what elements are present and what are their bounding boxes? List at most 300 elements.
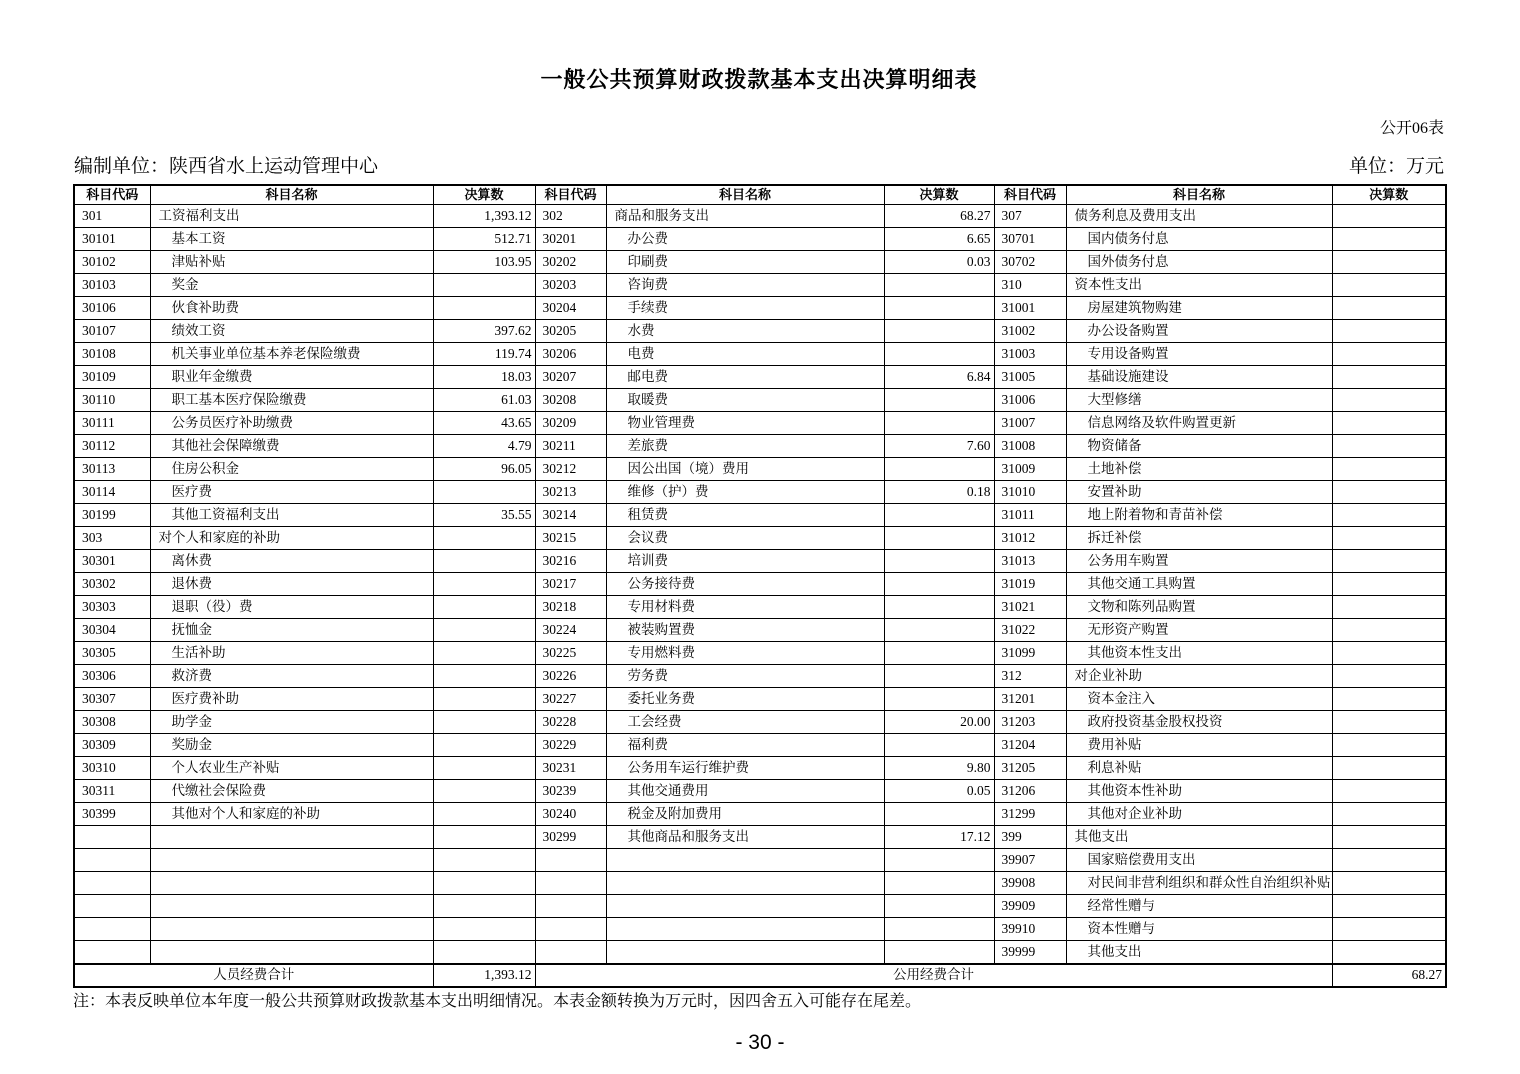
table-row [74,481,1446,504]
table-row [74,412,1446,435]
subject-name-cell: 其他支出 [1066,826,1332,849]
subject-code-cell: 30229 [535,734,606,757]
subject-code-cell: 30303 [74,596,150,619]
subject-code-cell: 31022 [994,619,1066,642]
subject-code-cell: 30208 [535,389,606,412]
subject-name-cell: 医疗费 [150,481,433,504]
column-header: 科目代码 [535,185,606,205]
subject-code-cell: 39907 [994,849,1066,872]
subject-name-cell: 无形资产购置 [1066,619,1332,642]
subject-code-cell: 30305 [74,642,150,665]
table-row [74,389,1446,412]
final-amount-cell: 17.12 [884,826,994,849]
subject-name-cell: 咨询费 [606,274,884,297]
subject-code-cell: 31008 [994,435,1066,458]
final-amount-cell [884,550,994,573]
final-amount-cell [1332,688,1446,711]
subject-code-cell: 30114 [74,481,150,504]
final-amount-cell [884,274,994,297]
subject-code-cell: 30212 [535,458,606,481]
subject-name-cell [150,918,433,941]
subject-name-cell: 职工基本医疗保险缴费 [150,389,433,412]
subject-code-cell: 39999 [994,941,1066,965]
final-amount-cell [1332,573,1446,596]
subject-name-cell: 因公出国（境）费用 [606,458,884,481]
subject-name-cell: 物业管理费 [606,412,884,435]
final-amount-cell: 0.18 [884,481,994,504]
final-amount-cell [433,688,535,711]
personnel-total-value: 1,393.12 [433,964,535,987]
final-amount-cell [1332,481,1446,504]
subject-name-cell: 奖金 [150,274,433,297]
table-row [74,941,1446,965]
final-amount-cell [1332,251,1446,274]
final-amount-cell [1332,435,1446,458]
subject-code-cell: 30306 [74,665,150,688]
table-row [74,435,1446,458]
subject-name-cell: 绩效工资 [150,320,433,343]
subject-name-cell: 机关事业单位基本养老保险缴费 [150,343,433,366]
table-row [74,780,1446,803]
subject-name-cell: 公务用车购置 [1066,550,1332,573]
subject-name-cell: 国家赔偿费用支出 [1066,849,1332,872]
personnel-total-label: 人员经费合计 [74,964,433,987]
final-amount-cell [884,389,994,412]
final-amount-cell [884,458,994,481]
subject-code-cell: 31021 [994,596,1066,619]
subject-name-cell: 代缴社会保险费 [150,780,433,803]
subject-name-cell: 公务员医疗补助缴费 [150,412,433,435]
public-total-value: 68.27 [1332,964,1446,987]
final-amount-cell [433,872,535,895]
subject-name-cell: 医疗费补助 [150,688,433,711]
final-amount-cell [433,734,535,757]
subject-name-cell: 生活补助 [150,642,433,665]
subject-code-cell: 30202 [535,251,606,274]
final-amount-cell [1332,274,1446,297]
final-amount-cell [1332,619,1446,642]
final-amount-cell [433,527,535,550]
subject-name-cell: 税金及附加费用 [606,803,884,826]
final-amount-cell [433,918,535,941]
final-amount-cell [884,941,994,965]
page-title: 一般公共预算财政拨款基本支出决算明细表 [540,67,978,92]
subject-code-cell: 31204 [994,734,1066,757]
final-amount-cell [1332,389,1446,412]
table-header-row [74,185,1446,205]
subject-name-cell: 会议费 [606,527,884,550]
table-row [74,297,1446,320]
subject-code-cell [74,872,150,895]
subject-code-cell [535,918,606,941]
subject-code-cell: 30213 [535,481,606,504]
subject-name-cell: 抚恤金 [150,619,433,642]
subject-name-cell [606,918,884,941]
subject-code-cell: 31011 [994,504,1066,527]
final-amount-cell [884,504,994,527]
subject-name-cell: 房屋建筑物购建 [1066,297,1332,320]
subject-code-cell: 30239 [535,780,606,803]
subject-name-cell: 拆迁补偿 [1066,527,1332,550]
final-amount-cell: 103.95 [433,251,535,274]
final-amount-cell: 7.60 [884,435,994,458]
subject-code-cell: 301 [74,205,150,228]
subject-code-cell: 30217 [535,573,606,596]
subject-code-cell: 30211 [535,435,606,458]
subject-code-cell: 30299 [535,826,606,849]
subject-name-cell: 地上附着物和青苗补偿 [1066,504,1332,527]
subject-code-cell: 302 [535,205,606,228]
subject-code-cell: 31002 [994,320,1066,343]
subject-name-cell: 伙食补助费 [150,297,433,320]
subject-code-cell: 31003 [994,343,1066,366]
final-amount-cell [1332,734,1446,757]
subject-code-cell: 30209 [535,412,606,435]
column-header: 决算数 [884,185,994,205]
subject-name-cell: 专用设备购置 [1066,343,1332,366]
final-amount-cell [1332,711,1446,734]
column-header: 决算数 [433,185,535,205]
subject-code-cell: 30308 [74,711,150,734]
subject-code-cell: 30112 [74,435,150,458]
subject-code-cell: 30311 [74,780,150,803]
table-row [74,458,1446,481]
final-amount-cell [884,918,994,941]
budget-table [73,184,1447,988]
subject-code-cell: 30399 [74,803,150,826]
subject-code-cell: 30102 [74,251,150,274]
subject-name-cell: 差旅费 [606,435,884,458]
subject-name-cell [150,895,433,918]
column-header: 科目名称 [1066,185,1332,205]
subject-code-cell: 30106 [74,297,150,320]
subject-name-cell: 取暖费 [606,389,884,412]
final-amount-cell [433,895,535,918]
subject-code-cell [535,895,606,918]
subject-code-cell: 307 [994,205,1066,228]
final-amount-cell [884,665,994,688]
subject-code-cell: 30240 [535,803,606,826]
table-row [74,711,1446,734]
column-header: 决算数 [1332,185,1446,205]
subject-code-cell: 30307 [74,688,150,711]
column-header: 科目名称 [606,185,884,205]
column-header: 科目代码 [74,185,150,205]
subject-name-cell: 信息网络及软件购置更新 [1066,412,1332,435]
table-row [74,757,1446,780]
subject-name-cell: 租赁费 [606,504,884,527]
subject-code-cell: 31006 [994,389,1066,412]
final-amount-cell: 512.71 [433,228,535,251]
final-amount-cell [1332,872,1446,895]
final-amount-cell: 0.05 [884,780,994,803]
subject-name-cell: 电费 [606,343,884,366]
final-amount-cell [884,527,994,550]
subject-name-cell: 办公费 [606,228,884,251]
column-header: 科目名称 [150,185,433,205]
subject-code-cell: 31010 [994,481,1066,504]
subject-code-cell: 30216 [535,550,606,573]
subject-name-cell: 土地补偿 [1066,458,1332,481]
final-amount-cell [1332,826,1446,849]
final-amount-cell [1332,642,1446,665]
final-amount-cell: 18.03 [433,366,535,389]
final-amount-cell [884,320,994,343]
final-amount-cell [1332,849,1446,872]
table-row [74,504,1446,527]
final-amount-cell [884,872,994,895]
subject-name-cell [150,826,433,849]
subject-name-cell: 工资福利支出 [150,205,433,228]
subject-name-cell: 劳务费 [606,665,884,688]
subject-name-cell [606,895,884,918]
subject-name-cell: 对民间非营利组织和群众性自治组织补贴 [1066,872,1332,895]
final-amount-cell [884,343,994,366]
subject-code-cell [74,849,150,872]
final-amount-cell: 20.00 [884,711,994,734]
subject-code-cell: 30231 [535,757,606,780]
subject-code-cell: 30111 [74,412,150,435]
subject-code-cell: 31009 [994,458,1066,481]
subject-name-cell: 助学金 [150,711,433,734]
subject-code-cell: 31013 [994,550,1066,573]
table-row [74,642,1446,665]
final-amount-cell [1332,895,1446,918]
subject-name-cell [606,941,884,965]
subject-code-cell: 30302 [74,573,150,596]
final-amount-cell [884,619,994,642]
subject-code-cell: 30702 [994,251,1066,274]
table-row [74,872,1446,895]
final-amount-cell [1332,297,1446,320]
subject-code-cell: 30226 [535,665,606,688]
subject-name-cell: 邮电费 [606,366,884,389]
subject-name-cell: 培训费 [606,550,884,573]
subject-name-cell: 资本性支出 [1066,274,1332,297]
subject-code-cell: 30199 [74,504,150,527]
table-row [74,895,1446,918]
subject-name-cell: 手续费 [606,297,884,320]
final-amount-cell: 96.05 [433,458,535,481]
table-row [74,688,1446,711]
subject-name-cell: 公务接待费 [606,573,884,596]
subject-code-cell [74,895,150,918]
subject-name-cell: 委托业务费 [606,688,884,711]
subject-code-cell: 31001 [994,297,1066,320]
table-row [74,343,1446,366]
table-row [74,205,1446,228]
subject-name-cell: 其他资本性补助 [1066,780,1332,803]
subject-name-cell: 被装购置费 [606,619,884,642]
subject-code-cell [74,826,150,849]
subject-name-cell: 印刷费 [606,251,884,274]
subject-name-cell: 政府投资基金股权投资 [1066,711,1332,734]
final-amount-cell [433,803,535,826]
final-amount-cell [433,665,535,688]
subject-name-cell: 维修（护）费 [606,481,884,504]
final-amount-cell: 43.65 [433,412,535,435]
subject-code-cell: 30228 [535,711,606,734]
subject-name-cell: 奖励金 [150,734,433,757]
table-body [74,205,1446,965]
final-amount-cell [884,688,994,711]
subject-name-cell: 办公设备购置 [1066,320,1332,343]
subject-name-cell: 住房公积金 [150,458,433,481]
subject-code-cell: 30215 [535,527,606,550]
final-amount-cell [884,849,994,872]
table-code-label: 公开06表 [1379,120,1444,137]
unit-label: 单位：万元 [1348,156,1444,177]
subject-name-cell: 利息补贴 [1066,757,1332,780]
table-row [74,573,1446,596]
subject-code-cell: 30224 [535,619,606,642]
subject-name-cell: 国外债务付息 [1066,251,1332,274]
final-amount-cell [884,297,994,320]
final-amount-cell: 119.74 [433,343,535,366]
subject-name-cell: 国内债务付息 [1066,228,1332,251]
subject-code-cell: 30204 [535,297,606,320]
subject-name-cell: 经常性赠与 [1066,895,1332,918]
total-row [74,964,1446,987]
subject-code-cell: 30103 [74,274,150,297]
subject-name-cell [150,872,433,895]
final-amount-cell [433,481,535,504]
subject-name-cell: 其他对企业补助 [1066,803,1332,826]
subject-name-cell [150,941,433,965]
final-amount-cell [1332,320,1446,343]
final-amount-cell [884,573,994,596]
footnote: 注：本表反映单位本年度一般公共预算财政拨款基本支出明细情况。本表金额转换为万元时，因四舍五入可能存在尾差。 [73,993,922,1010]
final-amount-cell [433,274,535,297]
final-amount-cell: 4.79 [433,435,535,458]
final-amount-cell [884,734,994,757]
final-amount-cell [1332,550,1446,573]
final-amount-cell [433,550,535,573]
subject-name-cell: 物资储备 [1066,435,1332,458]
final-amount-cell [1332,412,1446,435]
final-amount-cell [433,757,535,780]
subject-code-cell: 30701 [994,228,1066,251]
subject-name-cell: 其他社会保障缴费 [150,435,433,458]
final-amount-cell [433,573,535,596]
subject-name-cell: 商品和服务支出 [606,205,884,228]
subject-name-cell: 离休费 [150,550,433,573]
subject-name-cell [150,849,433,872]
final-amount-cell: 397.62 [433,320,535,343]
final-amount-cell [1332,366,1446,389]
final-amount-cell [433,780,535,803]
final-amount-cell: 6.84 [884,366,994,389]
subject-code-cell: 39909 [994,895,1066,918]
subject-name-cell: 救济费 [150,665,433,688]
subject-code-cell: 39910 [994,918,1066,941]
table-row [74,918,1446,941]
subject-name-cell: 专用材料费 [606,596,884,619]
subject-code-cell: 31299 [994,803,1066,826]
final-amount-cell [1332,596,1446,619]
subject-name-cell: 专用燃料费 [606,642,884,665]
subject-name-cell: 退职（役）费 [150,596,433,619]
final-amount-cell [884,803,994,826]
subject-code-cell [535,849,606,872]
subject-code-cell: 31206 [994,780,1066,803]
subject-name-cell: 其他商品和服务支出 [606,826,884,849]
subject-name-cell: 文物和陈列品购置 [1066,596,1332,619]
subject-code-cell: 30203 [535,274,606,297]
table-row [74,274,1446,297]
subject-code-cell: 30206 [535,343,606,366]
final-amount-cell [433,619,535,642]
subject-code-cell: 30218 [535,596,606,619]
subject-code-cell: 30108 [74,343,150,366]
subject-code-cell: 30101 [74,228,150,251]
subject-name-cell: 福利费 [606,734,884,757]
subject-code-cell: 399 [994,826,1066,849]
final-amount-cell [433,849,535,872]
subject-code-cell [74,941,150,965]
subject-name-cell: 基本工资 [150,228,433,251]
final-amount-cell: 68.27 [884,205,994,228]
final-amount-cell [433,596,535,619]
final-amount-cell [1332,527,1446,550]
final-amount-cell [433,941,535,965]
subject-name-cell: 水费 [606,320,884,343]
final-amount-cell [1332,458,1446,481]
subject-code-cell: 30225 [535,642,606,665]
subject-code-cell: 310 [994,274,1066,297]
subject-code-cell: 30207 [535,366,606,389]
subject-name-cell: 资本性赠与 [1066,918,1332,941]
subject-code-cell [74,918,150,941]
final-amount-cell [1332,941,1446,965]
final-amount-cell [1332,803,1446,826]
final-amount-cell: 35.55 [433,504,535,527]
subject-name-cell: 职业年金缴费 [150,366,433,389]
subject-code-cell: 312 [994,665,1066,688]
subject-code-cell: 30301 [74,550,150,573]
final-amount-cell [884,895,994,918]
subject-code-cell: 30214 [535,504,606,527]
subject-code-cell: 31007 [994,412,1066,435]
table-row [74,596,1446,619]
subject-name-cell: 基础设施建设 [1066,366,1332,389]
subject-name-cell: 对个人和家庭的补助 [150,527,433,550]
final-amount-cell [884,412,994,435]
subject-name-cell [606,849,884,872]
subject-name-cell [606,872,884,895]
final-amount-cell: 1,393.12 [433,205,535,228]
subject-name-cell: 安置补助 [1066,481,1332,504]
subject-code-cell [535,941,606,965]
subject-code-cell: 30107 [74,320,150,343]
table-row [74,826,1446,849]
subject-name-cell: 其他交通工具购置 [1066,573,1332,596]
final-amount-cell: 0.03 [884,251,994,274]
subject-name-cell: 个人农业生产补贴 [150,757,433,780]
table-row [74,665,1446,688]
subject-name-cell: 债务利息及费用支出 [1066,205,1332,228]
table-row [74,320,1446,343]
table-footer [74,964,1446,987]
subject-code-cell: 31203 [994,711,1066,734]
table-row [74,251,1446,274]
table-row [74,550,1446,573]
subject-code-cell: 30109 [74,366,150,389]
public-total-label: 公用经费合计 [535,964,1332,987]
subject-code-cell: 30113 [74,458,150,481]
subject-name-cell: 费用补贴 [1066,734,1332,757]
subject-name-cell: 其他资本性支出 [1066,642,1332,665]
